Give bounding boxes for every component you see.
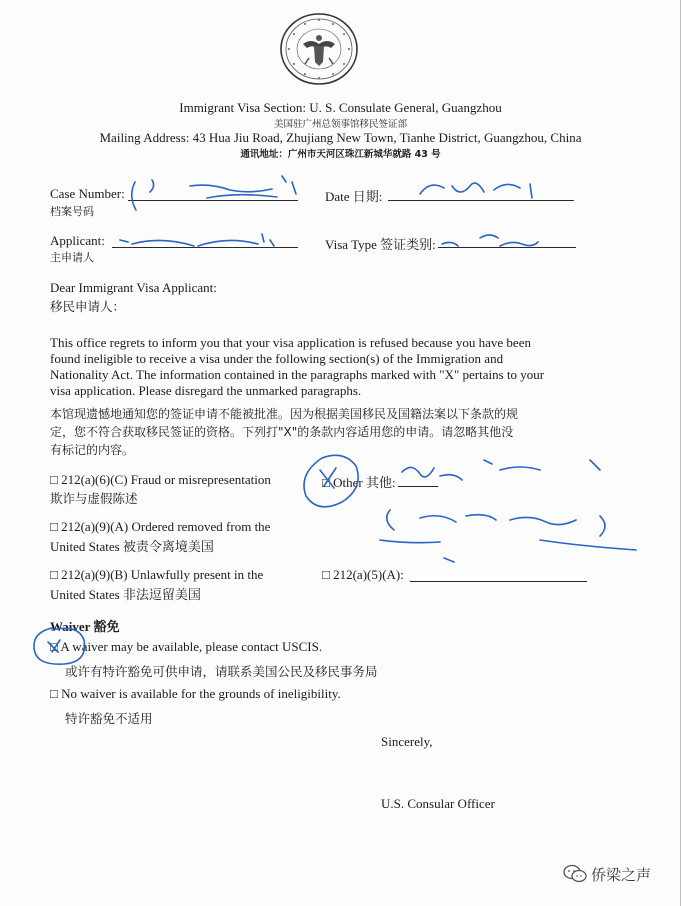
refusal-line-zh: 有标记的内容。 <box>50 443 135 457</box>
wechat-icon <box>563 864 587 884</box>
date-label: Date 日期: <box>325 189 383 204</box>
waiver-option-none-zh: 特许豁免不适用 <box>65 711 153 726</box>
consular-officer: U.S. Consular Officer <box>381 796 495 811</box>
section-fraud-zh: 欺诈与虚假陈述 <box>50 491 138 506</box>
case-number-label-zh: 档案号码 <box>50 205 94 218</box>
closing-sincerely: Sincerely, <box>381 734 433 749</box>
date-line <box>388 200 574 201</box>
applicant-label-zh: 主申请人 <box>50 251 94 264</box>
other-line <box>398 486 438 487</box>
salutation-en: Dear Immigrant Visa Applicant: <box>50 280 217 295</box>
header-title-zh: 美国驻广州总领事馆移民签证部 <box>273 119 407 130</box>
section-ordered-removed-2: United States 被责令离境美国 <box>50 539 214 554</box>
waiver-option-none: □ No waiver is available for the grounds of ineligibility. <box>50 686 341 701</box>
refusal-line: Nationality Act. The information contained in the paragraphs marked with "X" pertains to your <box>50 367 545 382</box>
refusal-paragraph-zh <box>50 405 590 459</box>
case-number-line <box>128 200 298 201</box>
refusal-line: This office regrets to inform you that your visa application is refused because you have been <box>50 335 531 350</box>
section-unlawfully-present: □ 212(a)(9)(B) Unlawfully present in the <box>50 567 264 582</box>
waiver-option-available: □ A waiver may be available, please contact USCIS. <box>50 639 323 654</box>
applicant-line <box>112 247 298 248</box>
section-unlawfully-present-2: United States 非法逗留美国 <box>50 587 201 602</box>
refusal-line-zh: 定，您不符合获取移民签证的资格。下列打"X"的条款内容适用您的申请。请忽略其他没 <box>50 425 514 439</box>
refusal-line: visa application. Please disregard the unmarked paragraphs. <box>50 383 362 398</box>
header-title: Immigrant Visa Section: U. S. Consulate General, Guangzhou <box>179 100 502 115</box>
waiver-heading: Waiver 豁免 <box>50 619 120 634</box>
section-fraud: □ 212(a)(6)(C) Fraud or misrepresentation <box>50 472 271 487</box>
section-212a5a-line <box>410 581 587 582</box>
visa-type-line <box>438 247 576 248</box>
department-of-state-seal-icon <box>279 12 359 86</box>
applicant-label: Applicant: <box>50 233 105 248</box>
mailing-address: Mailing Address: 43 Hua Jiu Road, Zhujiang New Town, Tianhe District, Guangzhou, China <box>99 130 582 145</box>
refusal-line: found ineligible to receive a visa under the following section(s) of the Immigration and <box>50 351 504 366</box>
waiver-option-available-zh: 或许有特许豁免可供申请，请联系美国公民及移民事务局 <box>65 664 378 679</box>
case-number-label: Case Number: <box>50 186 125 201</box>
refusal-line-zh: 本馆现遗憾地通知您的签证申请不能被批准。因为根据美国移民及国籍法案以下条款的规 <box>50 407 519 421</box>
refusal-paragraph-en <box>50 335 590 399</box>
visa-type-label: Visa Type 签证类别: <box>325 237 436 252</box>
section-other: □ Other 其他: <box>322 475 396 490</box>
mailing-address-zh: 通讯地址：广州市天河区珠江新城华就路 43 号 <box>240 149 441 160</box>
watermark-text: 侨梁之声 <box>591 866 652 884</box>
section-212a5a: □ 212(a)(5)(A): <box>322 567 404 582</box>
salutation-zh: 移民申请人： <box>50 299 126 314</box>
section-ordered-removed: □ 212(a)(9)(A) Ordered removed from the <box>50 519 271 534</box>
